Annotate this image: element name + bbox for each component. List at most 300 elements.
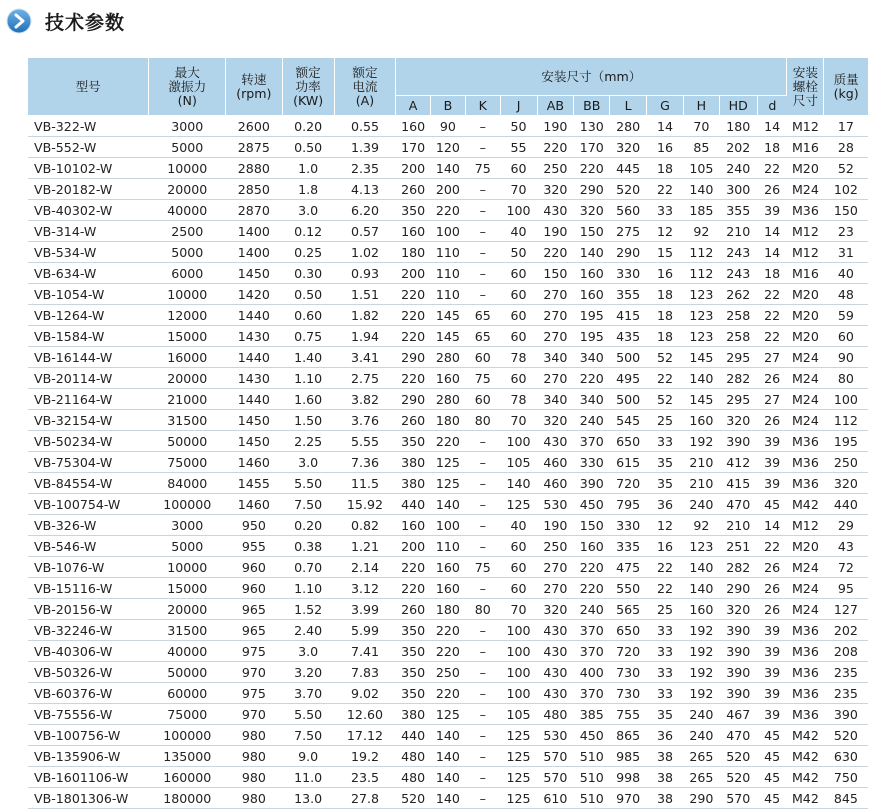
model-cell: VB-21164-W <box>28 389 149 410</box>
table-cell: 14 <box>757 515 787 536</box>
header-dim-H: H <box>683 96 719 116</box>
table-cell: 160 <box>396 515 431 536</box>
table-row <box>28 515 868 536</box>
table-cell: 270 <box>537 305 574 326</box>
table-cell: 243 <box>719 242 757 263</box>
table-cell: 9.0 <box>282 746 334 767</box>
table-cell: 650 <box>610 431 647 452</box>
table-cell: 6000 <box>149 263 226 284</box>
table-cell: 630 <box>824 746 868 767</box>
table-cell: 18 <box>647 158 684 179</box>
table-row <box>28 536 868 557</box>
table-cell: 200 <box>396 158 431 179</box>
table-cell: 70 <box>500 179 537 200</box>
table-cell: 370 <box>574 683 610 704</box>
table-cell: 975 <box>226 683 282 704</box>
table-cell: 123 <box>683 305 719 326</box>
header-dim-B: B <box>431 96 466 116</box>
table-cell: 243 <box>719 263 757 284</box>
table-cell: 125 <box>431 704 466 725</box>
table-cell: 300 <box>719 179 757 200</box>
table-cell: 390 <box>824 704 868 725</box>
table-cell: – <box>465 704 500 725</box>
table-cell: 22 <box>647 368 684 389</box>
table-cell: 19.2 <box>334 746 395 767</box>
table-cell: 140 <box>431 725 466 746</box>
table-cell: 95 <box>824 578 868 599</box>
table-cell: 50000 <box>149 431 226 452</box>
table-cell: 60 <box>824 326 868 347</box>
table-cell: 1.40 <box>282 347 334 368</box>
table-cell: M16 <box>787 263 824 284</box>
table-cell: 5.99 <box>334 620 395 641</box>
table-cell: 3.12 <box>334 578 395 599</box>
model-cell: VB-1801306-W <box>28 788 149 809</box>
table-row <box>28 620 868 641</box>
table-cell: 140 <box>431 767 466 788</box>
table-cell: 2875 <box>226 137 282 158</box>
model-cell: VB-1076-W <box>28 557 149 578</box>
table-cell: M24 <box>787 410 824 431</box>
table-cell: 192 <box>683 662 719 683</box>
table-cell: 202 <box>719 137 757 158</box>
table-cell: 390 <box>719 620 757 641</box>
table-cell: 208 <box>824 641 868 662</box>
table-cell: 980 <box>226 725 282 746</box>
table-cell: 39 <box>757 473 787 494</box>
table-row <box>28 389 868 410</box>
table-cell: 85 <box>683 137 719 158</box>
table-cell: 200 <box>431 179 466 200</box>
table-row <box>28 263 868 284</box>
table-cell: 290 <box>396 347 431 368</box>
table-cell: 500 <box>610 347 647 368</box>
table-cell: 385 <box>574 704 610 725</box>
header-dim-BB: BB <box>574 96 610 116</box>
table-cell: 350 <box>396 662 431 683</box>
table-cell: 960 <box>226 578 282 599</box>
table-cell: M36 <box>787 431 824 452</box>
table-cell: 450 <box>574 725 610 746</box>
table-cell: 110 <box>431 284 466 305</box>
table-cell: 370 <box>574 641 610 662</box>
model-cell: VB-20182-W <box>28 179 149 200</box>
table-cell: 39 <box>757 704 787 725</box>
table-cell: 39 <box>757 683 787 704</box>
table-cell: 123 <box>683 284 719 305</box>
table-cell: – <box>465 221 500 242</box>
table-cell: 480 <box>537 704 574 725</box>
table-cell: 17 <box>824 116 868 137</box>
model-cell: VB-1264-W <box>28 305 149 326</box>
table-cell: M20 <box>787 158 824 179</box>
table-cell: 845 <box>824 788 868 809</box>
table-cell: M36 <box>787 200 824 221</box>
table-cell: 125 <box>431 452 466 473</box>
table-cell: 350 <box>396 641 431 662</box>
table-cell: 23.5 <box>334 767 395 788</box>
table-cell: 320 <box>537 179 574 200</box>
model-cell: VB-60376-W <box>28 683 149 704</box>
table-cell: 140 <box>431 158 466 179</box>
table-cell: 510 <box>574 746 610 767</box>
table-cell: 470 <box>719 725 757 746</box>
table-row <box>28 473 868 494</box>
table-cell: 15000 <box>149 326 226 347</box>
table-cell: 970 <box>226 704 282 725</box>
table-cell: 282 <box>719 557 757 578</box>
model-cell: VB-40306-W <box>28 641 149 662</box>
table-cell: M36 <box>787 683 824 704</box>
table-cell: 445 <box>610 158 647 179</box>
table-cell: 1.94 <box>334 326 395 347</box>
table-cell: 1455 <box>226 473 282 494</box>
table-cell: 258 <box>719 305 757 326</box>
table-cell: 450 <box>574 494 610 515</box>
table-cell: 112 <box>824 410 868 431</box>
table-cell: 265 <box>683 767 719 788</box>
model-cell: VB-84554-W <box>28 473 149 494</box>
table-cell: 220 <box>431 620 466 641</box>
table-cell: 180 <box>431 410 466 431</box>
table-cell: 60 <box>500 536 537 557</box>
table-cell: 45 <box>757 746 787 767</box>
table-cell: 1440 <box>226 389 282 410</box>
table-cell: 998 <box>610 767 647 788</box>
table-cell: 440 <box>396 494 431 515</box>
table-cell: 220 <box>431 683 466 704</box>
table-cell: 160 <box>574 263 610 284</box>
table-cell: 250 <box>537 158 574 179</box>
table-cell: 260 <box>396 179 431 200</box>
table-cell: 110 <box>431 263 466 284</box>
table-cell: 52 <box>647 389 684 410</box>
model-cell: VB-20114-W <box>28 368 149 389</box>
table-cell: 290 <box>396 389 431 410</box>
table-cell: 190 <box>537 221 574 242</box>
table-cell: 75000 <box>149 704 226 725</box>
table-cell: 220 <box>396 557 431 578</box>
table-cell: 20000 <box>149 179 226 200</box>
table-cell: M36 <box>787 662 824 683</box>
table-cell: 755 <box>610 704 647 725</box>
table-cell: 25 <box>647 599 684 620</box>
table-cell: 140 <box>683 179 719 200</box>
model-cell: VB-40302-W <box>28 200 149 221</box>
table-cell: 0.93 <box>334 263 395 284</box>
table-cell: 70 <box>683 116 719 137</box>
table-cell: 40 <box>500 515 537 536</box>
table-cell: 125 <box>500 788 537 809</box>
table-cell: 550 <box>610 578 647 599</box>
table-cell: 4.13 <box>334 179 395 200</box>
table-row <box>28 767 868 788</box>
table-cell: 100 <box>500 662 537 683</box>
table-cell: M24 <box>787 599 824 620</box>
table-cell: 11.5 <box>334 473 395 494</box>
table-cell: 36 <box>647 494 684 515</box>
table-cell: 27 <box>757 389 787 410</box>
table-row <box>28 683 868 704</box>
table-cell: 220 <box>396 305 431 326</box>
table-cell: 23 <box>824 221 868 242</box>
table-cell: 210 <box>719 515 757 536</box>
table-cell: 570 <box>537 746 574 767</box>
table-cell: 60 <box>500 326 537 347</box>
table-cell: 1460 <box>226 494 282 515</box>
table-cell: 140 <box>431 746 466 767</box>
header-dim-K: K <box>465 96 500 116</box>
table-cell: 980 <box>226 767 282 788</box>
table-cell: 145 <box>683 389 719 410</box>
table-cell: 975 <box>226 641 282 662</box>
table-cell: 45 <box>757 725 787 746</box>
table-cell: – <box>465 200 500 221</box>
table-cell: 320 <box>537 410 574 431</box>
table-cell: 170 <box>396 137 431 158</box>
table-cell: – <box>465 767 500 788</box>
table-cell: 320 <box>824 473 868 494</box>
table-cell: 2.40 <box>282 620 334 641</box>
table-cell: 15000 <box>149 578 226 599</box>
table-cell: 60 <box>465 347 500 368</box>
table-cell: M42 <box>787 494 824 515</box>
table-cell: 520 <box>824 725 868 746</box>
table-row <box>28 662 868 683</box>
table-cell: 258 <box>719 326 757 347</box>
table-cell: 195 <box>824 431 868 452</box>
table-cell: 31 <box>824 242 868 263</box>
table-cell: 1440 <box>226 305 282 326</box>
table-cell: 127 <box>824 599 868 620</box>
table-cell: 5.55 <box>334 431 395 452</box>
table-cell: 220 <box>431 641 466 662</box>
table-cell: 0.57 <box>334 221 395 242</box>
table-cell: – <box>465 746 500 767</box>
table-cell: M24 <box>787 368 824 389</box>
table-cell: 170 <box>574 137 610 158</box>
header-dim-HD: HD <box>719 96 757 116</box>
table-cell: 26 <box>757 410 787 431</box>
table-cell: 39 <box>757 620 787 641</box>
table-cell: 390 <box>719 431 757 452</box>
table-cell: 0.30 <box>282 263 334 284</box>
table-cell: – <box>465 683 500 704</box>
table-cell: 270 <box>537 326 574 347</box>
table-cell: 240 <box>683 494 719 515</box>
table-cell: 135000 <box>149 746 226 767</box>
table-cell: 400 <box>574 662 610 683</box>
table-row <box>28 788 868 809</box>
table-cell: 570 <box>537 767 574 788</box>
table-cell: 90 <box>431 116 466 137</box>
table-cell: 0.20 <box>282 515 334 536</box>
table-cell: 2600 <box>226 116 282 137</box>
table-cell: 12 <box>647 221 684 242</box>
table-cell: M36 <box>787 473 824 494</box>
table-cell: 48 <box>824 284 868 305</box>
model-cell: VB-1054-W <box>28 284 149 305</box>
table-cell: 520 <box>719 767 757 788</box>
table-cell: 440 <box>824 494 868 515</box>
table-cell: 280 <box>610 116 647 137</box>
table-cell: 39 <box>757 200 787 221</box>
table-cell: 350 <box>396 200 431 221</box>
table-cell: 250 <box>431 662 466 683</box>
table-cell: 39 <box>757 431 787 452</box>
table-cell: 220 <box>537 242 574 263</box>
table-cell: M12 <box>787 116 824 137</box>
table-cell: 40000 <box>149 200 226 221</box>
table-cell: 5.50 <box>282 704 334 725</box>
table-cell: 125 <box>500 725 537 746</box>
table-cell: 430 <box>537 641 574 662</box>
table-cell: 240 <box>574 410 610 431</box>
table-cell: 180 <box>396 242 431 263</box>
table-cell: 340 <box>537 389 574 410</box>
table-cell: 500 <box>610 389 647 410</box>
header-current: 额定 电流 (A) <box>334 58 395 116</box>
table-cell: 260 <box>396 410 431 431</box>
table-cell: 120 <box>431 137 466 158</box>
table-cell: 52 <box>824 158 868 179</box>
table-cell: 60 <box>500 284 537 305</box>
table-cell: 270 <box>537 578 574 599</box>
table-cell: 2870 <box>226 200 282 221</box>
table-cell: M20 <box>787 326 824 347</box>
table-row <box>28 284 868 305</box>
table-cell: 3000 <box>149 515 226 536</box>
table-row <box>28 431 868 452</box>
section-title-bar <box>6 6 125 36</box>
model-cell: VB-1584-W <box>28 326 149 347</box>
table-cell: 220 <box>574 158 610 179</box>
table-cell: 390 <box>574 473 610 494</box>
model-cell: VB-552-W <box>28 137 149 158</box>
table-cell: 2500 <box>149 221 226 242</box>
table-cell: 33 <box>647 662 684 683</box>
table-cell: 100 <box>500 641 537 662</box>
table-cell: 380 <box>396 452 431 473</box>
table-cell: 3.0 <box>282 641 334 662</box>
table-cell: 12 <box>647 515 684 536</box>
table-cell: 2.35 <box>334 158 395 179</box>
table-cell: 10000 <box>149 284 226 305</box>
table-row <box>28 599 868 620</box>
table-cell: 150 <box>574 515 610 536</box>
model-cell: VB-10102-W <box>28 158 149 179</box>
table-cell: M20 <box>787 536 824 557</box>
table-cell: 330 <box>610 515 647 536</box>
table-cell: 84000 <box>149 473 226 494</box>
table-cell: M16 <box>787 137 824 158</box>
table-cell: 7.50 <box>282 494 334 515</box>
table-cell: 35 <box>647 704 684 725</box>
table-cell: 25 <box>647 410 684 431</box>
table-cell: M12 <box>787 221 824 242</box>
table-cell: 7.36 <box>334 452 395 473</box>
table-cell: – <box>465 263 500 284</box>
table-cell: 7.41 <box>334 641 395 662</box>
table-row <box>28 305 868 326</box>
table-row <box>28 326 868 347</box>
table-cell: 59 <box>824 305 868 326</box>
table-cell: 92 <box>683 221 719 242</box>
table-cell: 1.52 <box>282 599 334 620</box>
table-cell: 65 <box>465 326 500 347</box>
table-cell: 27 <box>757 347 787 368</box>
table-cell: 210 <box>683 473 719 494</box>
table-cell: 70 <box>500 410 537 431</box>
table-cell: 415 <box>719 473 757 494</box>
table-cell: 12.60 <box>334 704 395 725</box>
table-cell: 1450 <box>226 431 282 452</box>
table-cell: M20 <box>787 284 824 305</box>
table-cell: 10000 <box>149 158 226 179</box>
page-title: 技术参数 <box>45 11 126 34</box>
table-cell: 40000 <box>149 641 226 662</box>
table-cell: M42 <box>787 746 824 767</box>
table-cell: 955 <box>226 536 282 557</box>
table-cell: 14 <box>757 242 787 263</box>
table-cell: 45 <box>757 788 787 809</box>
table-row <box>28 452 868 473</box>
table-cell: 80 <box>824 368 868 389</box>
table-cell: 2.75 <box>334 368 395 389</box>
table-cell: 320 <box>719 410 757 431</box>
table-cell: 14 <box>647 116 684 137</box>
table-cell: 720 <box>610 641 647 662</box>
table-cell: 60 <box>500 557 537 578</box>
table-cell: 123 <box>683 536 719 557</box>
table-cell: 1.82 <box>334 305 395 326</box>
table-cell: 720 <box>610 473 647 494</box>
spec-table-body <box>28 116 868 809</box>
table-cell: 60 <box>465 389 500 410</box>
table-cell: 1430 <box>226 326 282 347</box>
table-cell: 200 <box>396 536 431 557</box>
table-cell: 35 <box>647 473 684 494</box>
table-cell: 6.20 <box>334 200 395 221</box>
table-cell: M36 <box>787 641 824 662</box>
table-cell: 22 <box>757 284 787 305</box>
table-cell: M42 <box>787 788 824 809</box>
table-cell: 33 <box>647 683 684 704</box>
table-cell: 0.75 <box>282 326 334 347</box>
table-cell: 220 <box>574 557 610 578</box>
header-speed: 转速 (rpm) <box>226 58 282 116</box>
table-cell: 220 <box>396 326 431 347</box>
table-cell: 0.55 <box>334 116 395 137</box>
table-cell: 3.0 <box>282 452 334 473</box>
table-cell: 1440 <box>226 347 282 368</box>
table-cell: M42 <box>787 725 824 746</box>
table-cell: 1.51 <box>334 284 395 305</box>
table-cell: 412 <box>719 452 757 473</box>
table-cell: 5000 <box>149 242 226 263</box>
table-cell: 475 <box>610 557 647 578</box>
table-cell: 320 <box>610 137 647 158</box>
table-cell: 0.25 <box>282 242 334 263</box>
table-cell: 950 <box>226 515 282 536</box>
table-row <box>28 746 868 767</box>
table-cell: 60 <box>500 578 537 599</box>
table-cell: 22 <box>647 179 684 200</box>
table-cell: 39 <box>757 452 787 473</box>
table-cell: – <box>465 494 500 515</box>
table-cell: M36 <box>787 452 824 473</box>
table-cell: 29 <box>824 515 868 536</box>
